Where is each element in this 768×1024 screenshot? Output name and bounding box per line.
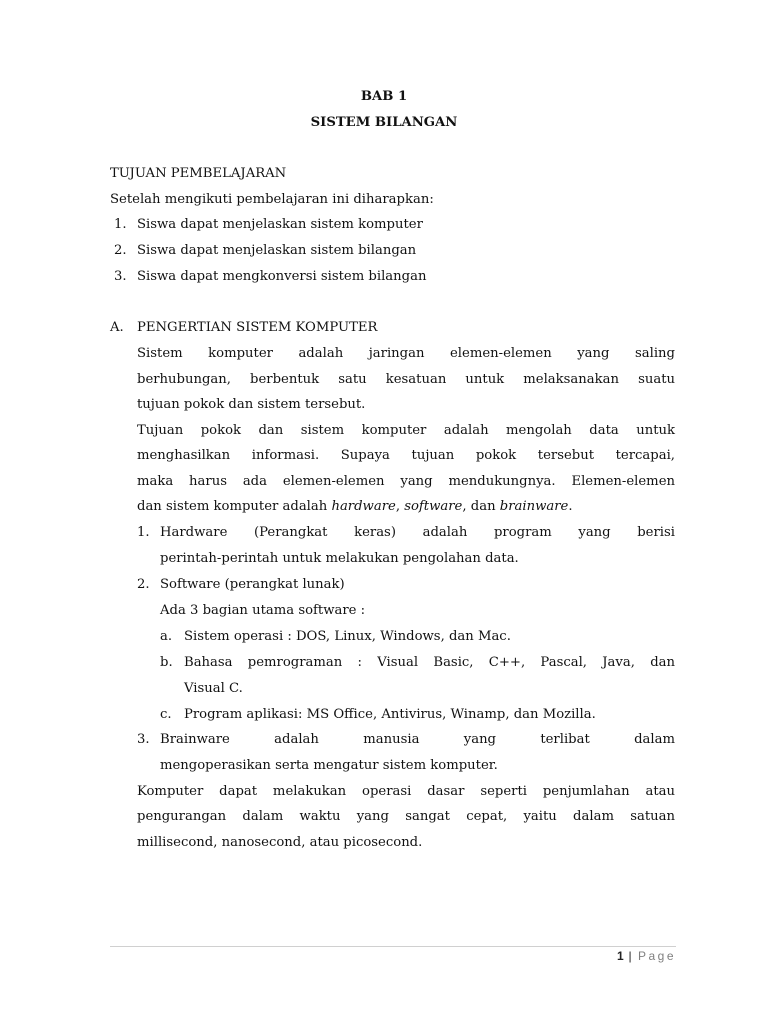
paragraph-line: pengurangan dalam waktu yang sangat cepat, yaitu dalam satuan — [137, 809, 675, 824]
page-number: 1 — [616, 949, 624, 963]
paragraph-line: Komputer dapat melakukan operasi dasar seperti penjumlahan atau — [137, 784, 675, 799]
objective-item: Siswa dapat menjelaskan sistem bilangan — [137, 243, 417, 258]
list-item-text: Software (perangkat lunak) — [160, 577, 345, 592]
objective-number: 2. — [114, 243, 127, 258]
list-number: 1. — [137, 525, 150, 540]
objective-number: 3. — [114, 269, 127, 284]
sub-item-text: Sistem operasi : DOS, Linux, Windows, dan Mac. — [184, 629, 511, 644]
term-software: software — [404, 499, 463, 514]
section-marker: A. — [110, 320, 124, 335]
sub-item-text: Visual C. — [184, 681, 243, 696]
sub-item-text: Program aplikasi: MS Office, Antivirus, Winamp, dan Mozilla. — [184, 707, 596, 722]
section-title: PENGERTIAN SISTEM KOMPUTER — [137, 320, 378, 335]
paragraph-line: berhubungan, berbentuk satu kesatuan untuk melaksanakan suatu — [137, 372, 675, 387]
sub-letter: a. — [160, 629, 173, 644]
chapter-label: BAB 1 — [360, 89, 408, 104]
page-footer — [617, 949, 676, 963]
objectives-title: TUJUAN PEMBELAJARAN — [110, 166, 287, 181]
footer-separator: | — [628, 949, 634, 963]
objective-item: Siswa dapat mengkonversi sistem bilangan — [137, 269, 427, 284]
list-item-text: mengoperasikan serta mengatur sistem komputer. — [160, 758, 498, 773]
objectives-intro: Setelah mengikuti pembelajaran ini diharapkan: — [110, 192, 434, 207]
sub-letter: b. — [160, 655, 173, 670]
term-hardware: hardware — [331, 499, 396, 514]
list-number: 2. — [137, 577, 150, 592]
paragraph-line: maka harus ada elemen-elemen yang mendukungnya. Elemen-elemen — [137, 474, 675, 489]
chapter-title: SISTEM BILANGAN — [310, 115, 458, 130]
text-run: , — [395, 499, 405, 514]
page-label: Page — [637, 949, 676, 963]
paragraph-line: Tujuan pokok dan sistem komputer adalah mengolah data untuk — [137, 423, 675, 438]
sub-item-text: Bahasa pemrograman : Visual Basic, C++, Pascal, Java, dan — [184, 655, 675, 670]
objective-item: Siswa dapat menjelaskan sistem komputer — [137, 217, 423, 232]
list-item-text: Hardware (Perangkat keras) adalah program yang berisi — [160, 525, 675, 540]
paragraph-line: millisecond, nanosecond, atau picosecond. — [137, 835, 423, 850]
paragraph-line — [137, 500, 573, 513]
text-run: . — [568, 499, 573, 514]
paragraph-line: menghasilkan informasi. Supaya tujuan pokok tersebut tercapai, — [137, 448, 675, 463]
paragraph-line: Sistem komputer adalah jaringan elemen-elemen yang saling — [137, 346, 675, 361]
text-run: dan sistem komputer adalah — [137, 499, 332, 514]
paragraph-line: tujuan pokok dan sistem tersebut. — [137, 397, 366, 412]
sub-intro: Ada 3 bagian utama software : — [160, 603, 366, 618]
footer-divider — [110, 946, 676, 947]
text-run: , dan — [462, 499, 500, 514]
list-number: 3. — [137, 732, 150, 747]
list-item-text: Brainware adalah manusia yang terlibat dalam — [160, 732, 675, 747]
list-item-text: perintah-perintah untuk melakukan pengolahan data. — [160, 551, 519, 566]
term-brainware: brainware — [499, 499, 569, 514]
objective-number: 1. — [114, 217, 127, 232]
sub-letter: c. — [160, 707, 172, 722]
